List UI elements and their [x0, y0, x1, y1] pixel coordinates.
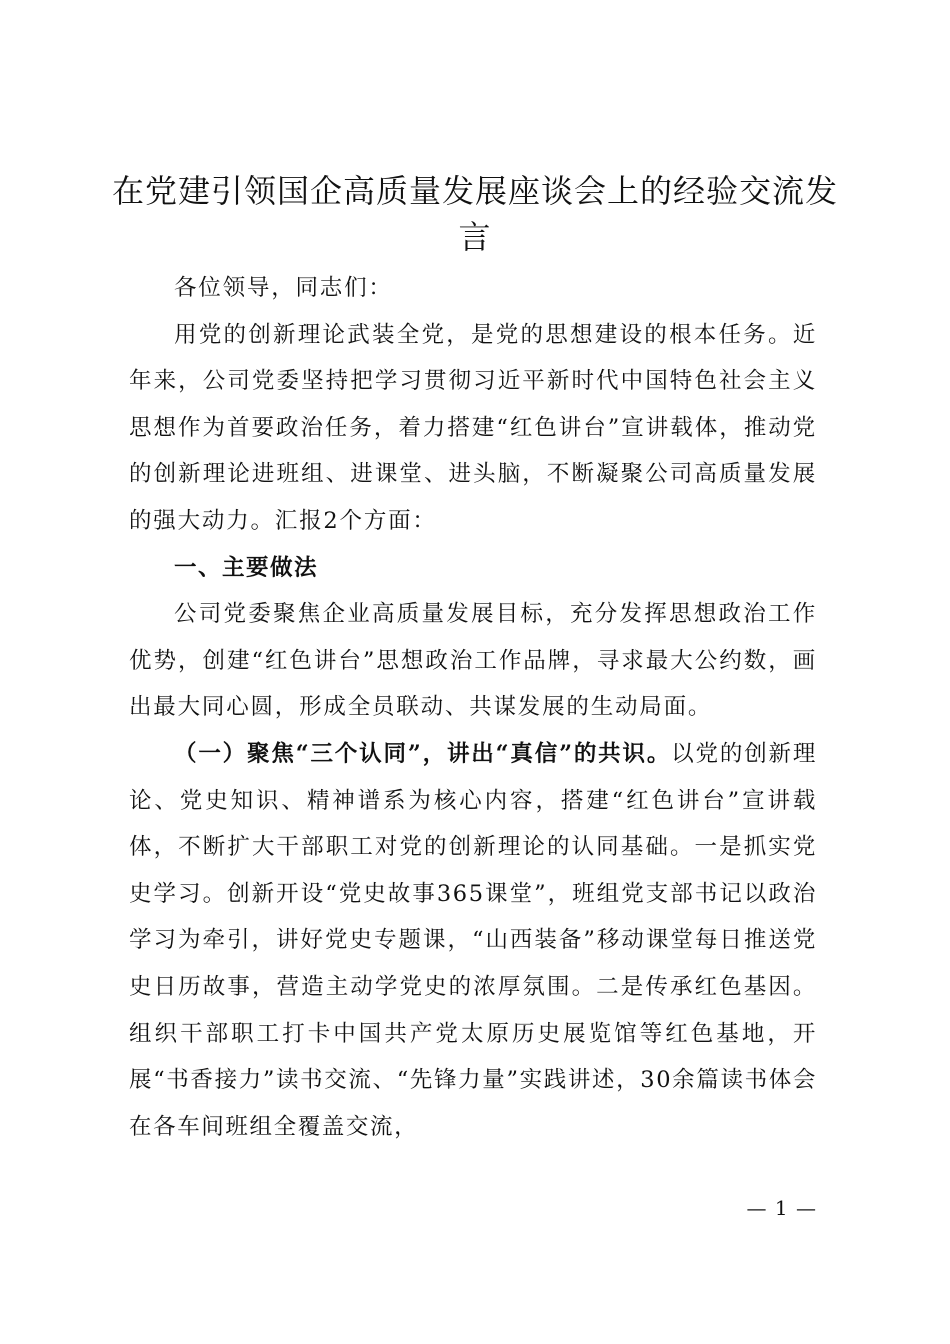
salutation: 各位领导，同志们：	[174, 275, 393, 301]
section1-intro-paragraph: 公司党委聚焦企业高质量发展目标，充分发挥思想政治工作优势，创建“红色讲台”思想政治工作品牌，寻求最大公约数，画出最大同心圆，形成全员联动、共谋发展的生动局面。	[129, 601, 817, 721]
page-number: — 1 —	[746, 1196, 817, 1220]
document-body	[129, 265, 817, 1150]
subsection1-body: 以党的创新理论、党史知识、精神谱系为核心内容，搭建“红色讲台”宣讲载体，不断扩大干部职工对党的创新理论的认同基础。一是抓实党史学习。创新开设“党史故事365课堂”，班组党支部书记以政治学习为牵引，讲好党史专题课，“山西装备”移动课堂每日推送党史日历故事，营造主动学党史的浓厚氛围。二是传承红色基因。组织干部职工打卡中国共产党太原历史展览馆等红色基地，开展“书香接力”读书交流、“先锋力量”实践讲述，30余篇读书体会在各车间班组全覆盖交流，	[129, 740, 817, 1140]
intro-paragraph: 用党的创新理论武装全党，是党的思想建设的根本任务。近年来，公司党委坚持把学习贯彻习近平新时代中国特色社会主义思想作为首要政治任务，着力搭建“红色讲台”宣讲载体，推动党的创新理论进班组、进课堂、进头脑，不断凝聚公司高质量发展的强大动力。汇报2个方面：	[129, 321, 817, 534]
subsection1-paragraph	[129, 731, 817, 1150]
subsection1-heading: （一）聚焦“三个认同”，讲出“真信”的共识。	[174, 740, 672, 767]
section-heading-main-practices: 一、主要做法	[174, 554, 319, 581]
document-title: 在党建引领国企高质量发展座谈会上的经验交流发言	[111, 172, 838, 256]
